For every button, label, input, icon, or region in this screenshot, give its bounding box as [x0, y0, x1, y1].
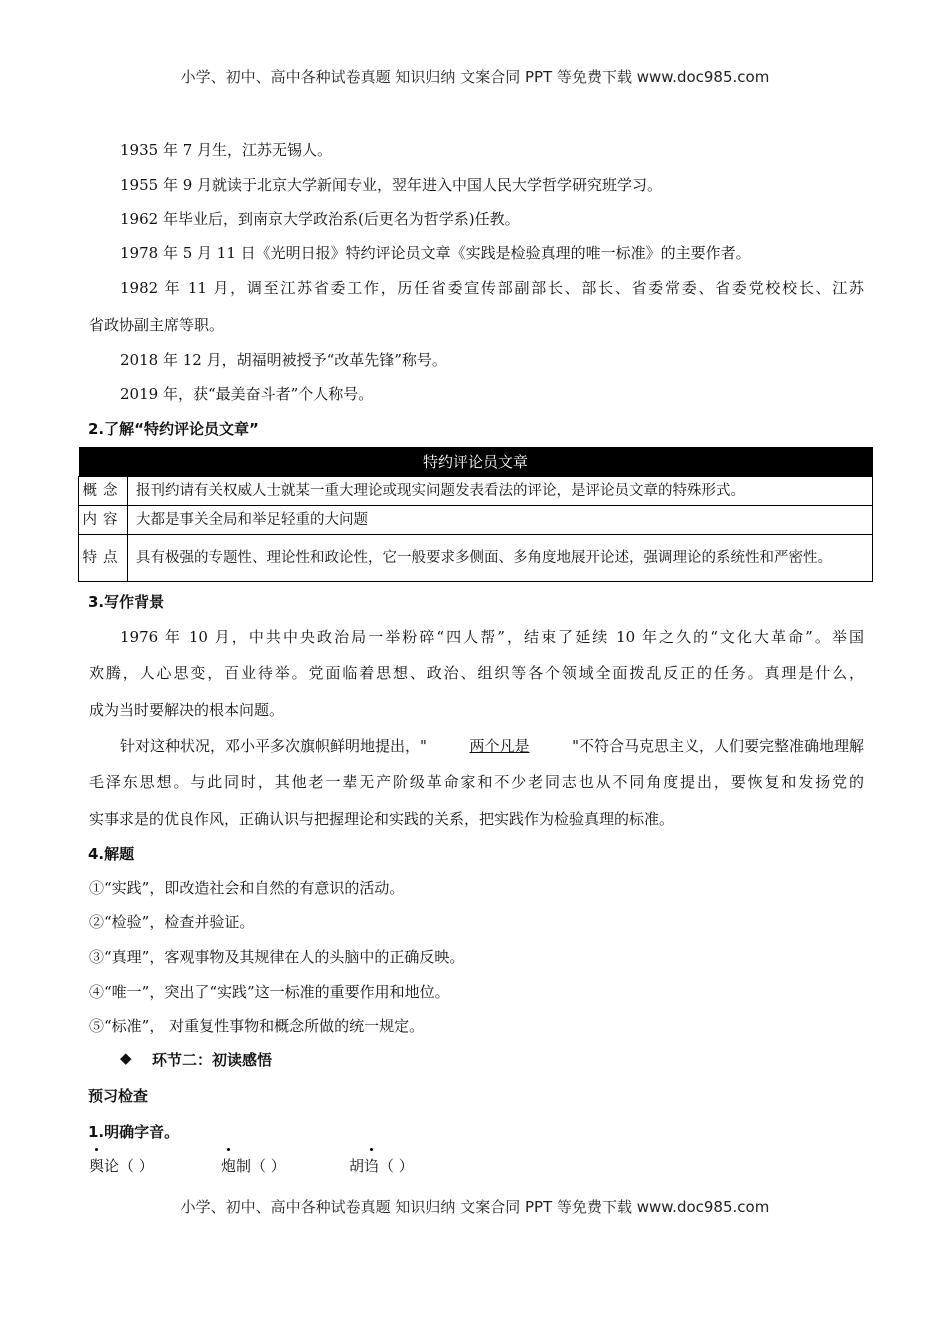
table-row — [79, 477, 873, 506]
stage-heading: 环节二：初读感悟 — [152, 1051, 273, 1069]
bio-line: 1935 年 7 月生，江苏无锡人。 — [120, 141, 333, 159]
list-item: ①“实践”，即改造社会和自然的有意识的活动。 — [89, 879, 405, 897]
table-key: 内容 — [79, 506, 128, 535]
underlined-term: 两个凡是 — [469, 737, 530, 755]
pronunciation-item: 炮制（ ） — [221, 1157, 286, 1175]
bio-line: 1962 年毕业后，到南京大学政治系(后更名为哲学系)任教。 — [120, 210, 520, 228]
section-heading: 2.了解“特约评论员文章” — [88, 420, 259, 438]
table-value: 具有极强的专题性、理论性和政论性，它一般要求多侧面、多角度地展开论述，强调理论的系统性和严密性。 — [128, 535, 873, 582]
list-item: ②“检验”，检查并验证。 — [89, 913, 255, 931]
pronunciation-item: 舆论（ ） — [89, 1157, 154, 1175]
table-row — [79, 535, 873, 582]
definition-table — [78, 447, 873, 582]
dotted-character: 炮 — [221, 1157, 237, 1175]
paragraph-line: 针对这种状况，邓小平多次旗帜鲜明地提出，" 两个凡是 "不符合马克思主义，人们要完整准确地理解 — [120, 737, 864, 755]
table-key: 特点 — [79, 535, 128, 582]
paragraph-line: 毛泽东思想。与此同时，其他老一辈无产阶级革命家和不少老同志也从不同角度提出，要恢复和发扬党的 — [89, 773, 864, 791]
list-item: ⑤“标准”， 对重复性事物和概念所做的统一规定。 — [89, 1017, 425, 1035]
table-key: 概念 — [79, 477, 128, 506]
dotted-character: 舆 — [89, 1157, 105, 1175]
page-footer: 小学、初中、高中各种试卷真题 知识归纳 文案合同 PPT 等免费下载 www.doc985.com — [180, 1198, 770, 1216]
paragraph-line: 成为当时要解决的根本问题。 — [89, 701, 285, 719]
page-header: 小学、初中、高中各种试卷真题 知识归纳 文案合同 PPT 等免费下载 www.doc985.com — [180, 68, 770, 86]
subsection-heading: 预习检查 — [88, 1087, 149, 1105]
diamond-bullet-icon: ◆ — [120, 1049, 132, 1067]
table-caption: 特约评论员文章 — [79, 447, 873, 477]
section-heading: 3.写作背景 — [88, 593, 165, 611]
paragraph-line: 欢腾，人心思变，百业待举。党面临着思想、政治、组织等各个领域全面拨乱反正的任务。真理是什么， — [89, 664, 864, 682]
list-item: ③“真理”，客观事物及其规律在人的头脑中的正确反映。 — [89, 948, 465, 966]
table-value: 大都是事关全局和举足轻重的大问题 — [128, 506, 873, 535]
list-item: ④“唯一”，突出了“实践”这一标准的重要作用和地位。 — [89, 983, 450, 1001]
pronunciation-item: 胡诌（ ） — [349, 1157, 414, 1175]
bio-line: 1978 年 5 月 11 日《光明日报》特约评论员文章《实践是检验真理的唯一标准》的主要作者。 — [120, 244, 751, 262]
bio-line: 省政协副主席等职。 — [89, 316, 225, 334]
bio-line: 2018 年 12 月，胡福明被授予“改革先锋”称号。 — [120, 351, 447, 369]
table-value: 报刊约请有关权威人士就某一重大理论或现实问题发表看法的评论，是评论员文章的特殊形式。 — [128, 477, 873, 506]
dotted-character: 诌 — [364, 1157, 380, 1175]
bio-line: 2019 年，获“最美奋斗者”个人称号。 — [120, 385, 374, 403]
section-heading: 4.解题 — [88, 845, 135, 863]
subsection-heading: 1.明确字音。 — [88, 1123, 180, 1141]
paragraph-line: 1976 年 10 月，中共中央政治局一举粉碎“四人帮”，结束了延续 10 年之久的“文化大革命”。举国 — [120, 628, 864, 646]
paragraph-line: 实事求是的优良作风，正确认识与把握理论和实践的关系，把实践作为检验真理的标准。 — [89, 810, 675, 828]
bio-line: 1982 年 11 月，调至江苏省委工作，历任省委宣传部副部长、部长、省委常委、省委党校校长、江苏 — [120, 279, 864, 297]
table-row — [79, 506, 873, 535]
bio-line: 1955 年 9 月就读于北京大学新闻专业，翌年进入中国人民大学哲学研究班学习。 — [120, 176, 663, 194]
